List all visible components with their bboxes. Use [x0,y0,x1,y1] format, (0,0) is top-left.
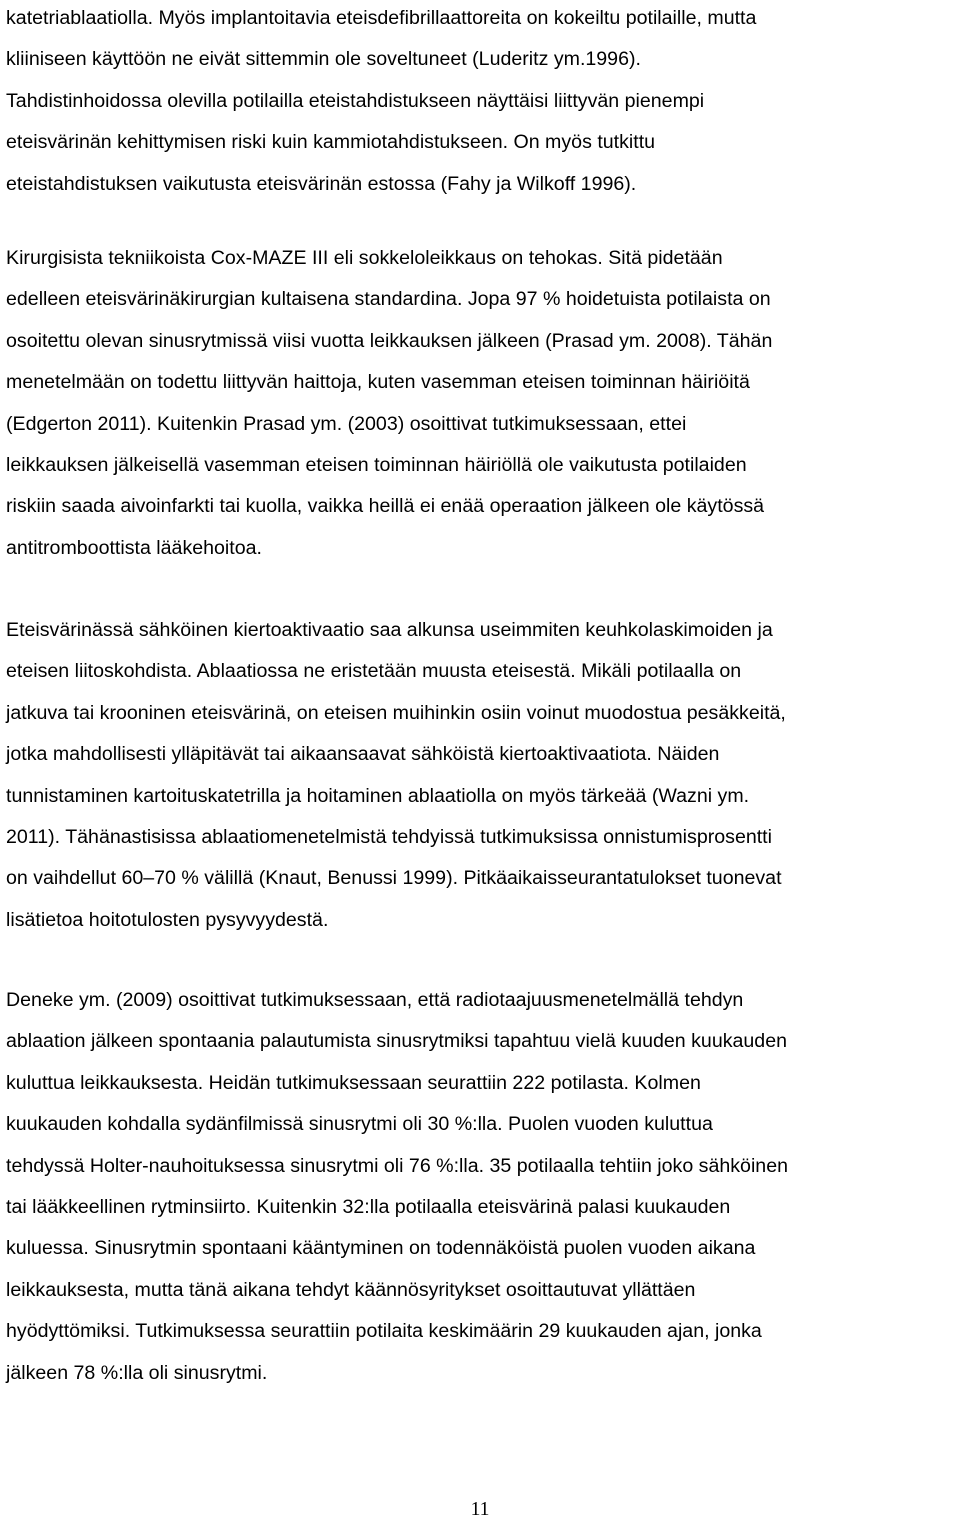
text-line: on vaihdellut 60–70 % välillä (Knaut, Benussi 1999). Pitkäaikaisseurantatulokset tuonevat [6,867,782,890]
text-line: riskiin saada aivoinfarkti tai kuolla, vaikka heillä ei enää operaation jälkeen ole käytössä [6,495,765,518]
text-line: tai lääkkeellinen rytminsiirto. Kuitenkin 32:lla potilaalla eteisvärinä palasi kuukauden [6,1196,731,1218]
text-line: Eteisvärinässä sähköinen kiertoaktivaatio saa alkunsa useimmiten keuhkolaskimoiden ja [6,619,773,641]
page-number: 11 [470,1499,490,1520]
text-line: Deneke ym. (2009) osoittivat tutkimuksessaan, että radiotaajuusmenetelmällä tehdyn [6,989,744,1011]
text-line: Tahdistinhoidossa olevilla potilailla eteistahdistukseen näyttäisi liittyvän pienempi [6,89,705,112]
text-line: edelleen eteisvärinäkirurgian kultaisena standardina. Jopa 97 % hoidetuista potilaista on [6,288,771,311]
text-line: menetelmään on todettu liittyvän haittoja, kuten vasemman eteisen toiminnan häiriöitä [6,371,750,394]
text-line: 2011). Tähänastisissa ablaatiomenetelmistä tehdyissä tutkimuksissa onnistumisprosentti [6,826,772,848]
text-line: jälkeen 78 %:lla oli sinusrytmi. [6,1361,268,1384]
text-line: eteisvärinän kehittymisen riski kuin kammiotahdistukseen. On myös tutkittu [6,131,656,154]
text-line: leikkauksen jälkeisellä vasemman eteisen toiminnan häiriöllä ole vaikutusta potilaiden [6,454,747,476]
text-line: eteisen liitoskohdista. Ablaatiossa ne eristetään muusta eteisestä. Mikäli potilaalla on [6,660,742,683]
text-line: tunnistaminen kartoituskatetrilla ja hoitaminen ablaatiolla on myös tärkeää (Wazni ym. [6,784,750,807]
text-line: ablaation jälkeen spontaania palautumista sinusrytmiksi tapahtuu vielä kuuden kuukauden [6,1030,787,1053]
text-line: tehdyssä Holter-nauhoituksessa sinusrytmi oli 76 %:lla. 35 potilaalla tehtiin joko sähköinen [6,1154,788,1177]
text-line: hyödyttömiksi. Tutkimuksessa seurattiin potilaita keskimäärin 29 kuukauden ajan, jonka [6,1320,762,1343]
text-line: kliiniseen käyttöön ne eivät sittemmin ole soveltuneet (Luderitz ym.1996). [6,48,641,71]
text-line: (Edgerton 2011). Kuitenkin Prasad ym. (2003) osoittivat tutkimuksessaan, ettei [6,412,687,435]
text-line: kuluessa. Sinusrytmin spontaani kääntyminen on todennäköistä puolen vuoden aikana [6,1237,756,1260]
text-line: eteistahdistuksen vaikutusta eteisvärinän estossa (Fahy ja Wilkoff 1996). [6,172,637,195]
text-line: lisätietoa hoitotulosten pysyvyydestä. [6,908,329,931]
text-line: kuukauden kohdalla sydänfilmissä sinusrytmi oli 30 %:lla. Puolen vuoden kuluttua [6,1113,713,1136]
text-line: kuluttua leikkauksesta. Heidän tutkimuksessaan seurattiin 222 potilasta. Kolmen [6,1071,701,1094]
text-line: katetriablaatiolla. Myös implantoitavia eteisdefibrillaattoreita on kokeiltu potilaille, mutta [6,7,757,29]
text-line: jatkuva tai krooninen eteisvärinä, on eteisen muihinkin osiin voinut muodostua pesäkkeitä, [6,701,786,724]
text-line: jotka mahdollisesti ylläpitävät tai aikaansaavat sähköistä kiertoaktivaatiota. Näiden [6,743,720,766]
text-line: leikkauksesta, mutta tänä aikana tehdyt käännösyritykset osoittautuvat yllättäen [6,1278,696,1301]
text-line: Kirurgisista tekniikoista Cox-MAZE III eli sokkeloleikkaus on tehokas. Sitä pidetään [6,247,723,269]
text-line: osoitettu olevan sinusrytmissä viisi vuotta leikkauksen jälkeen (Prasad ym. 2008). Tähän [6,329,773,352]
text-line: antitromboottista lääkehoitoa. [6,536,262,559]
